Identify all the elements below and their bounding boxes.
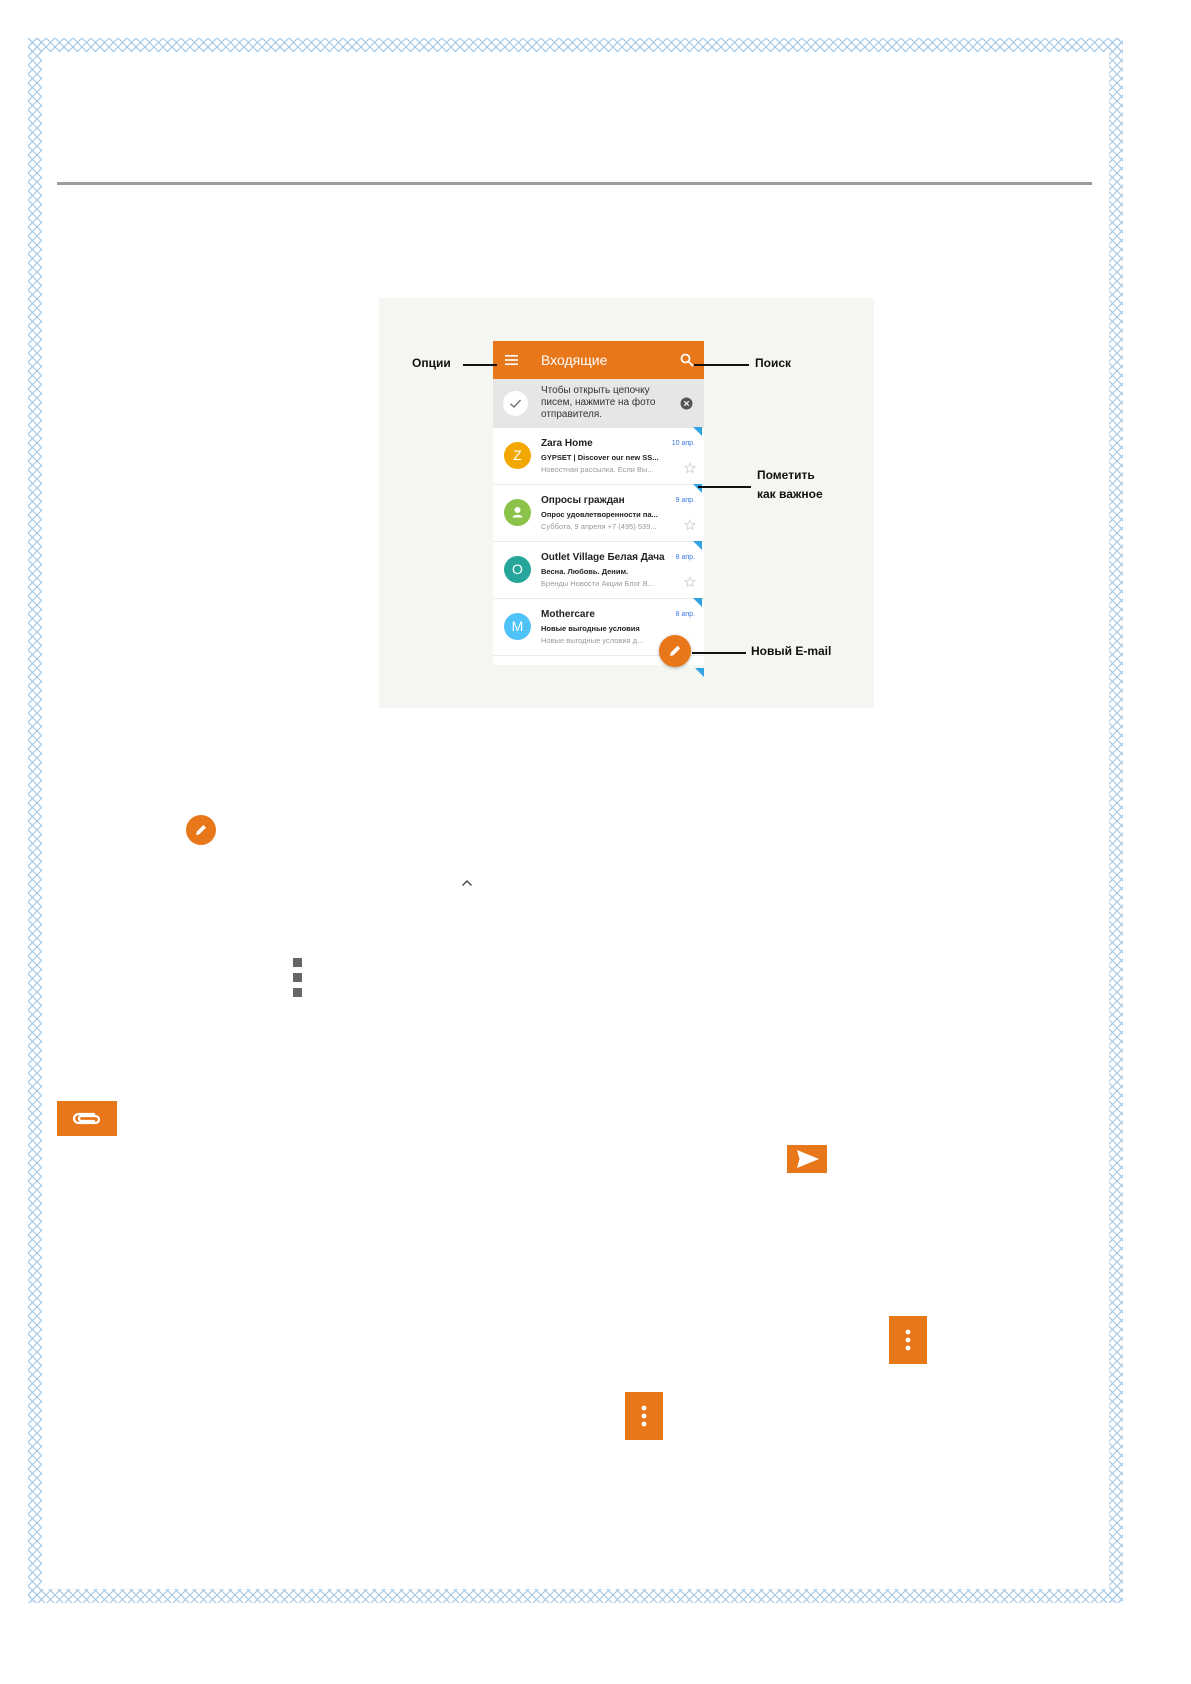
- app-title: Входящие: [541, 352, 608, 368]
- email-sender: Zara Home: [541, 438, 593, 449]
- star-icon[interactable]: [684, 519, 696, 531]
- menu-icon[interactable]: [504, 353, 520, 367]
- paperclip-icon: [57, 1101, 117, 1136]
- avatar[interactable]: [504, 499, 531, 526]
- email-list: [493, 428, 704, 656]
- pencil-icon: [186, 815, 216, 845]
- email-date: 8 апр.: [675, 611, 695, 618]
- app-bar: [493, 341, 704, 379]
- email-date: 9 апр.: [675, 497, 695, 504]
- close-icon[interactable]: [680, 397, 693, 410]
- search-icon[interactable]: [679, 352, 695, 368]
- hint-banner: [493, 379, 704, 428]
- avatar[interactable]: Z: [504, 442, 531, 469]
- email-date: 10 апр.: [671, 440, 695, 447]
- callout-mark-important-2: как важное: [757, 487, 823, 501]
- star-icon[interactable]: [684, 462, 696, 474]
- more-options-button: [625, 1392, 663, 1440]
- send-button: [787, 1145, 827, 1173]
- callout-new-email: Новый E-mail: [751, 644, 832, 658]
- send-icon: [787, 1145, 827, 1173]
- email-subject: Опрос удовлетворенности па...: [541, 510, 658, 519]
- compose-pencil-icon: [186, 815, 216, 845]
- callout-options: Опции: [412, 356, 451, 370]
- more-vert-icon: [889, 1316, 927, 1364]
- more-vert-icon: [625, 1392, 663, 1440]
- check-icon: [503, 391, 528, 416]
- callout-line-important: [698, 486, 751, 488]
- avatar[interactable]: M: [504, 613, 531, 640]
- callout-search: Поиск: [755, 356, 792, 370]
- unread-flag-icon: [693, 541, 702, 550]
- email-sender: Outlet Village Белая Дача: [541, 552, 665, 563]
- email-row[interactable]: [493, 485, 704, 542]
- callout-line-new-email: [692, 652, 746, 654]
- email-sender: Опросы граждан: [541, 495, 625, 506]
- star-icon[interactable]: [684, 576, 696, 588]
- attach-button: [57, 1101, 117, 1136]
- pencil-icon: [659, 635, 691, 667]
- more-vert-icon: [293, 958, 303, 998]
- email-sender: Mothercare: [541, 609, 595, 620]
- callout-mark-important-1: Пометить: [757, 468, 815, 482]
- email-date: 8 апр.: [675, 554, 695, 561]
- email-preview: Новостная рассылка. Если Вы...: [541, 465, 654, 474]
- unread-flag-icon: [693, 427, 702, 436]
- email-row[interactable]: [493, 428, 704, 485]
- hint-text: Чтобы открыть цепочку писем, нажмите на фото отправителя.: [541, 385, 656, 420]
- callout-line-options: [463, 364, 497, 366]
- email-subject: Новые выгодные условия: [541, 624, 640, 633]
- unread-flag-icon: [695, 668, 704, 677]
- person-icon: [504, 499, 531, 526]
- compose-fab[interactable]: [659, 635, 691, 667]
- phone-screen: [493, 341, 704, 665]
- email-preview: Бренды Новости Акции Блог В...: [541, 579, 654, 588]
- callout-line-search: [694, 364, 749, 366]
- avatar[interactable]: O: [504, 556, 531, 583]
- email-subject: Весна. Любовь. Деним.: [541, 567, 629, 576]
- header-rule: [57, 182, 1092, 185]
- email-row[interactable]: [493, 542, 704, 599]
- hint-check: [503, 391, 528, 416]
- email-preview: Суббота, 9 апреля +7 (495) 539...: [541, 522, 657, 531]
- email-preview: Новые выгодные условия д...: [541, 636, 644, 645]
- unread-flag-icon: [693, 598, 702, 607]
- email-subject: GYPSET | Discover our new SS...: [541, 453, 659, 462]
- chevron-up-icon: [461, 879, 473, 887]
- more-options-button: [889, 1316, 927, 1364]
